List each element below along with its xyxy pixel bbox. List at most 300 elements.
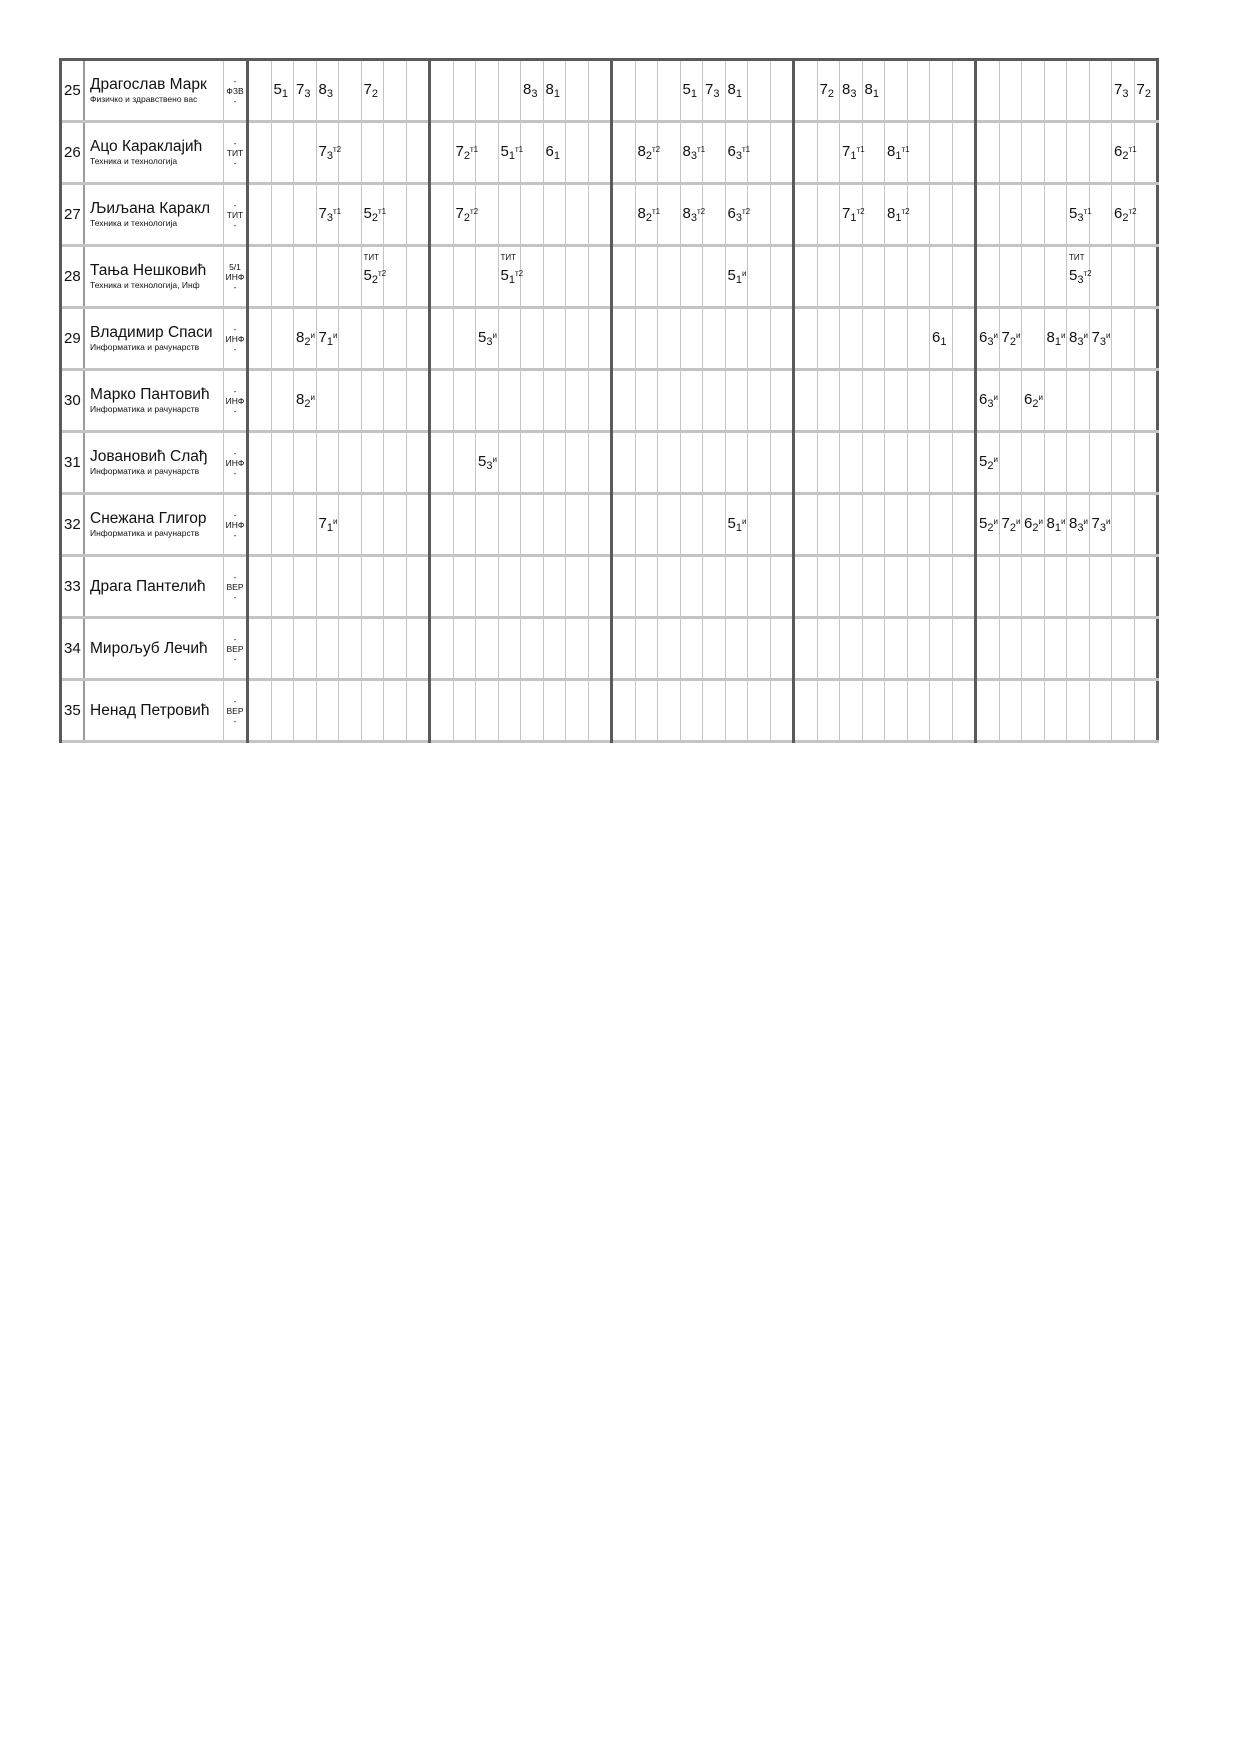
lesson-slot: [930, 184, 953, 246]
lesson-slot: [725, 556, 748, 618]
lesson-slot: [976, 556, 1000, 618]
subject-code-mid: ИНФ: [225, 457, 245, 468]
lesson-class: [546, 81, 560, 100]
lesson-slot: [770, 680, 794, 742]
lesson-class: [979, 329, 998, 348]
class-section: 3: [1077, 274, 1084, 286]
lesson-slot: [635, 680, 658, 742]
lesson-slot: [930, 618, 953, 680]
lesson-class: [1002, 329, 1021, 348]
subject-code-bot: -: [233, 529, 237, 540]
lesson-slot: [976, 370, 1000, 432]
lesson-slot: [817, 432, 840, 494]
class-section: 3: [1077, 522, 1084, 534]
lesson-slot: [1089, 246, 1112, 308]
class-grade: 8: [842, 81, 851, 98]
lesson-slot: [862, 308, 885, 370]
lesson-slot: [1067, 122, 1090, 184]
lesson-slot: [384, 60, 407, 122]
group-tag: т2: [901, 207, 910, 216]
lesson-slot: [976, 122, 1000, 184]
lesson-slot: [588, 60, 612, 122]
lesson-slot: [612, 246, 636, 308]
subject-code-mid: ТИТ: [226, 209, 244, 220]
class-section: 3: [326, 212, 333, 224]
lesson-slot: [930, 122, 953, 184]
lesson-slot: [952, 556, 976, 618]
lesson-slot: [521, 184, 544, 246]
teacher-name: Владимир Спаси: [90, 324, 213, 341]
lesson-slot: [703, 308, 726, 370]
lesson-slot: [248, 308, 272, 370]
group-tag: и: [1060, 331, 1066, 340]
lesson-class: [1024, 391, 1043, 410]
lesson-slot: [430, 122, 454, 184]
group-tag: и: [1038, 517, 1043, 526]
teacher-subject: Информатика и рачунарств: [90, 404, 200, 414]
lesson-slot: [817, 556, 840, 618]
lesson-slot: [271, 494, 294, 556]
teacher-cell: [84, 370, 224, 432]
lesson-slot: [635, 308, 658, 370]
subject-code-bot: -: [233, 715, 237, 726]
class-grade: 8: [318, 81, 327, 98]
lesson-slot: [588, 432, 612, 494]
lesson-slot: [770, 556, 794, 618]
lesson-slot: [748, 308, 771, 370]
group-tag: т1: [901, 145, 910, 154]
lesson-slot: [271, 370, 294, 432]
lesson-slot: [521, 60, 544, 122]
lesson-subject-label: ТИТ: [363, 253, 380, 262]
subject-code-mid: ИНФ: [225, 519, 245, 530]
lesson-class: [478, 453, 497, 472]
lesson-slot: [840, 60, 863, 122]
lesson-slot: [703, 60, 726, 122]
class-section: 2: [371, 212, 378, 224]
lesson-slot: [453, 556, 476, 618]
lesson-slot: [658, 432, 681, 494]
class-grade: 7: [318, 515, 327, 532]
lesson-slot: [588, 494, 612, 556]
lesson-slot: [339, 122, 362, 184]
lesson-slot: [952, 246, 976, 308]
lesson-slot: [384, 494, 407, 556]
class-section: 2: [1122, 150, 1129, 162]
lesson-slot: [1022, 494, 1045, 556]
lesson-slot: [1022, 60, 1045, 122]
lesson-slot: [430, 370, 454, 432]
lesson-slot: [976, 246, 1000, 308]
lesson-slot: [930, 246, 953, 308]
lesson-slot: [339, 556, 362, 618]
lesson-slot: [316, 184, 342, 246]
lesson-slot: [361, 556, 384, 618]
subject-code-mid: ИНФ: [225, 395, 245, 406]
lesson-slot: [361, 680, 384, 742]
lesson-class: [979, 515, 998, 534]
subject-code-top: -: [233, 571, 237, 582]
lesson-slot: [976, 494, 1000, 556]
lesson-slot: [543, 432, 566, 494]
lesson-slot: [1044, 494, 1067, 556]
lesson-slot: [703, 432, 726, 494]
lesson-slot: [361, 246, 387, 308]
lesson-slot: [384, 370, 407, 432]
lesson-slot: [566, 308, 589, 370]
class-grade: 6: [727, 205, 736, 222]
lesson-slot: [840, 370, 863, 432]
subject-code-mid: ВЕР: [226, 643, 244, 654]
class-grade: 7: [318, 143, 327, 160]
teacher-cell: [84, 432, 224, 494]
class-grade: 7: [318, 205, 327, 222]
lesson-slot: [840, 680, 863, 742]
teacher-cell: [84, 680, 224, 742]
class-grade: 5: [363, 267, 372, 284]
lesson-slot: [635, 122, 661, 184]
lesson-slot: [476, 556, 499, 618]
subject-code-bot: -: [233, 653, 237, 664]
lesson-slot: [1044, 184, 1067, 246]
teacher-subject: Физичко и здравствено вас: [90, 94, 198, 104]
class-section: 2: [987, 522, 994, 534]
lesson-slot: [885, 370, 908, 432]
teacher-name: Марко Пантовић: [90, 386, 210, 403]
lesson-slot: [521, 432, 544, 494]
teacher-name: Ацо Караклајић: [90, 138, 203, 155]
class-grade: 5: [1069, 267, 1078, 284]
lesson-slot: [680, 432, 703, 494]
class-section: 3: [987, 336, 994, 348]
lesson-slot: [453, 184, 479, 246]
lesson-class: [523, 81, 537, 100]
lesson-slot: [612, 122, 636, 184]
lesson-class: [728, 515, 747, 534]
class-section: 2: [304, 398, 311, 410]
lesson-slot: [725, 308, 748, 370]
subject-code-mid: ВЕР: [226, 581, 244, 592]
lesson-class: [319, 515, 338, 534]
lesson-slot: [794, 308, 818, 370]
lesson-slot: [430, 432, 454, 494]
lesson-slot: [1044, 432, 1067, 494]
lesson-slot: [1044, 246, 1067, 308]
class-section: 3: [735, 212, 742, 224]
subject-code-bot: -: [233, 281, 237, 292]
lesson-slot: [1067, 308, 1090, 370]
teacher-name: Снежана Глигор: [90, 510, 207, 527]
lesson-slot: [612, 432, 636, 494]
subject-code-bot: -: [233, 95, 237, 106]
lesson-slot: [1112, 494, 1135, 556]
class-grade: 5: [363, 205, 372, 222]
group-tag: и: [741, 517, 747, 526]
group-tag: и: [492, 455, 497, 464]
lesson-slot: [952, 122, 976, 184]
group-tag: и: [1060, 517, 1066, 526]
lesson-slot: [999, 122, 1022, 184]
lesson-slot: [999, 556, 1022, 618]
group-tag: т2: [856, 207, 865, 216]
lesson-slot: [907, 618, 930, 680]
class-grade: 5: [500, 267, 509, 284]
group-tag: т1: [332, 207, 342, 216]
lesson-slot: [976, 618, 1000, 680]
lesson-slot: [658, 122, 681, 184]
class-section: 1: [850, 150, 857, 162]
class-section: 1: [690, 88, 697, 100]
lesson-slot: [384, 246, 407, 308]
subject-code-cell: [224, 432, 248, 494]
lesson-slot: [1022, 184, 1045, 246]
subject-code-top: -: [233, 385, 237, 396]
lesson-slot: [612, 494, 636, 556]
lesson-slot: [680, 370, 703, 432]
lesson-slot: [635, 60, 658, 122]
lesson-slot: [725, 370, 748, 432]
class-section: 1: [1054, 522, 1061, 534]
lesson-slot: [907, 246, 930, 308]
lesson-slot: [1044, 618, 1067, 680]
lesson-slot: [566, 432, 589, 494]
row-number: 26: [61, 122, 85, 184]
lesson-slot: [862, 370, 885, 432]
lesson-class: [820, 81, 834, 100]
class-section: 2: [1009, 336, 1016, 348]
lesson-slot: [885, 680, 908, 742]
lesson-slot: [339, 680, 362, 742]
lesson-slot: [316, 308, 339, 370]
teacher-subject: Техника и технологија: [90, 156, 178, 166]
class-section: 2: [1009, 522, 1016, 534]
class-section: 2: [1032, 522, 1039, 534]
lesson-slot: [543, 618, 566, 680]
lesson-slot: [930, 370, 953, 432]
lesson-slot: [588, 618, 612, 680]
lesson-slot: [635, 370, 658, 432]
group-tag: т2: [377, 269, 387, 278]
class-grade: 8: [523, 81, 532, 98]
lesson-class: [1114, 81, 1128, 100]
lesson-slot: [840, 308, 863, 370]
lesson-slot: [294, 246, 317, 308]
class-grade: 6: [979, 391, 988, 408]
class-grade: 7: [318, 329, 327, 346]
lesson-slot: [430, 308, 454, 370]
lesson-class: [296, 329, 315, 348]
lesson-slot: [498, 556, 521, 618]
lesson-slot: [840, 618, 863, 680]
lesson-slot: [316, 60, 339, 122]
lesson-class: [683, 81, 697, 100]
lesson-slot: [339, 246, 362, 308]
teacher-row: [61, 432, 1158, 494]
lesson-class: [1092, 329, 1111, 348]
lesson-slot: [1112, 246, 1135, 308]
lesson-slot: [952, 680, 976, 742]
lesson-slot: [1067, 618, 1090, 680]
lesson-slot: [588, 184, 612, 246]
lesson-slot: [1089, 680, 1112, 742]
lesson-slot: [476, 432, 499, 494]
teacher-subject: Техника и технологија, Инф: [90, 280, 200, 290]
lesson-slot: [1134, 680, 1158, 742]
group-tag: т2: [696, 207, 706, 216]
lesson-slot: [521, 370, 544, 432]
lesson-slot: [1044, 308, 1067, 370]
lesson-slot: [976, 432, 1000, 494]
class-section: 3: [1077, 212, 1084, 224]
lesson-slot: [930, 60, 953, 122]
lesson-slot: [612, 618, 636, 680]
lesson-slot: [794, 246, 818, 308]
lesson-slot: [748, 184, 771, 246]
teacher-row: [61, 370, 1158, 432]
lesson-class: [1137, 81, 1151, 100]
lesson-slot: [817, 618, 840, 680]
lesson-class: [865, 81, 879, 100]
lesson-slot: [476, 494, 499, 556]
lesson-subject-label: ТИТ: [500, 253, 517, 262]
class-grade: 5: [478, 453, 487, 470]
lesson-slot: [1134, 432, 1158, 494]
lesson-slot: [1067, 680, 1090, 742]
lesson-slot: [680, 618, 703, 680]
class-grade: 8: [887, 205, 896, 222]
lesson-slot: [1067, 60, 1090, 122]
lesson-slot: [612, 184, 636, 246]
lesson-slot: [930, 556, 953, 618]
class-section: 2: [987, 460, 994, 472]
lesson-slot: [862, 680, 885, 742]
lesson-slot: [703, 122, 726, 184]
teacher-subject: Техника и технологија: [90, 218, 178, 228]
class-section: 3: [486, 460, 493, 472]
lesson-slot: [840, 246, 863, 308]
lesson-slot: [339, 618, 362, 680]
lesson-slot: [862, 246, 885, 308]
lesson-slot: [952, 184, 976, 246]
lesson-slot: [361, 184, 387, 246]
class-grade: 8: [1046, 329, 1055, 346]
lesson-slot: [999, 370, 1022, 432]
lesson-slot: [316, 680, 339, 742]
lesson-slot: [1022, 618, 1045, 680]
lesson-slot: [1067, 246, 1090, 308]
lesson-slot: [770, 122, 794, 184]
lesson-slot: [406, 184, 430, 246]
row-number: 33: [61, 556, 85, 618]
lesson-slot: [543, 680, 566, 742]
lesson-slot: [840, 432, 863, 494]
teacher-row: [61, 680, 1158, 742]
group-tag: и: [1105, 331, 1111, 340]
subject-code-cell: [224, 618, 248, 680]
lesson-slot: [658, 680, 681, 742]
subject-code-bot: -: [233, 591, 237, 602]
group-tag: т2: [1083, 269, 1092, 278]
lesson-slot: [725, 618, 748, 680]
teacher-row: [61, 556, 1158, 618]
lesson-slot: [476, 122, 499, 184]
lesson-slot: [384, 432, 407, 494]
lesson-slot: [294, 432, 317, 494]
group-tag: и: [1038, 393, 1043, 402]
lesson-slot: [930, 494, 953, 556]
class-section: 3: [987, 398, 994, 410]
group-tag: и: [310, 393, 315, 402]
subject-code-bot: -: [233, 343, 237, 354]
lesson-slot: [658, 308, 681, 370]
lesson-slot: [498, 60, 521, 122]
lesson-slot: [748, 556, 771, 618]
group-tag: т1: [696, 145, 706, 154]
lesson-slot: [566, 184, 589, 246]
class-section: 1: [872, 88, 879, 100]
lesson-slot: [1044, 370, 1067, 432]
lesson-slot: [339, 184, 362, 246]
lesson-slot: [794, 618, 818, 680]
lesson-slot: [316, 370, 339, 432]
class-section: 1: [895, 150, 902, 162]
lesson-slot: [862, 556, 885, 618]
lesson-slot: [543, 370, 566, 432]
lesson-slot: [271, 432, 294, 494]
class-grade: 8: [637, 205, 646, 222]
subject-code-cell: [224, 680, 248, 742]
lesson-slot: [999, 432, 1022, 494]
lesson-slot: [1067, 432, 1090, 494]
class-grade: 8: [682, 143, 691, 160]
class-grade: 7: [842, 205, 851, 222]
row-number: 35: [61, 680, 85, 742]
lesson-slot: [952, 618, 976, 680]
lesson-slot: [248, 60, 272, 122]
lesson-slot: [384, 122, 407, 184]
row-number: 29: [61, 308, 85, 370]
subject-code-cell: [224, 556, 248, 618]
lesson-slot: [840, 556, 863, 618]
class-grade: 8: [1069, 329, 1078, 346]
class-section: 1: [326, 522, 333, 534]
group-tag: т2: [1128, 207, 1137, 216]
lesson-slot: [339, 308, 362, 370]
class-grade: 7: [455, 143, 464, 160]
subject-code-bot: -: [233, 157, 237, 168]
lesson-slot: [1044, 556, 1067, 618]
class-section: 1: [940, 336, 947, 348]
teacher-cell: [84, 60, 224, 122]
class-grade: 8: [296, 329, 305, 346]
class-grade: 7: [363, 81, 372, 98]
lesson-slot: [316, 556, 339, 618]
lesson-slot: [999, 494, 1022, 556]
class-grade: 6: [1024, 515, 1033, 532]
class-section: 3: [304, 88, 311, 100]
class-grade: 5: [1069, 205, 1078, 222]
row-number: 25: [61, 60, 85, 122]
lesson-slot: [1112, 370, 1135, 432]
lesson-slot: [658, 618, 681, 680]
lesson-slot: [658, 556, 681, 618]
lesson-slot: [1089, 60, 1112, 122]
group-tag: и: [332, 517, 338, 526]
lesson-slot: [453, 680, 476, 742]
lesson-slot: [862, 184, 885, 246]
lesson-slot: [339, 60, 362, 122]
lesson-slot: [1134, 60, 1158, 122]
